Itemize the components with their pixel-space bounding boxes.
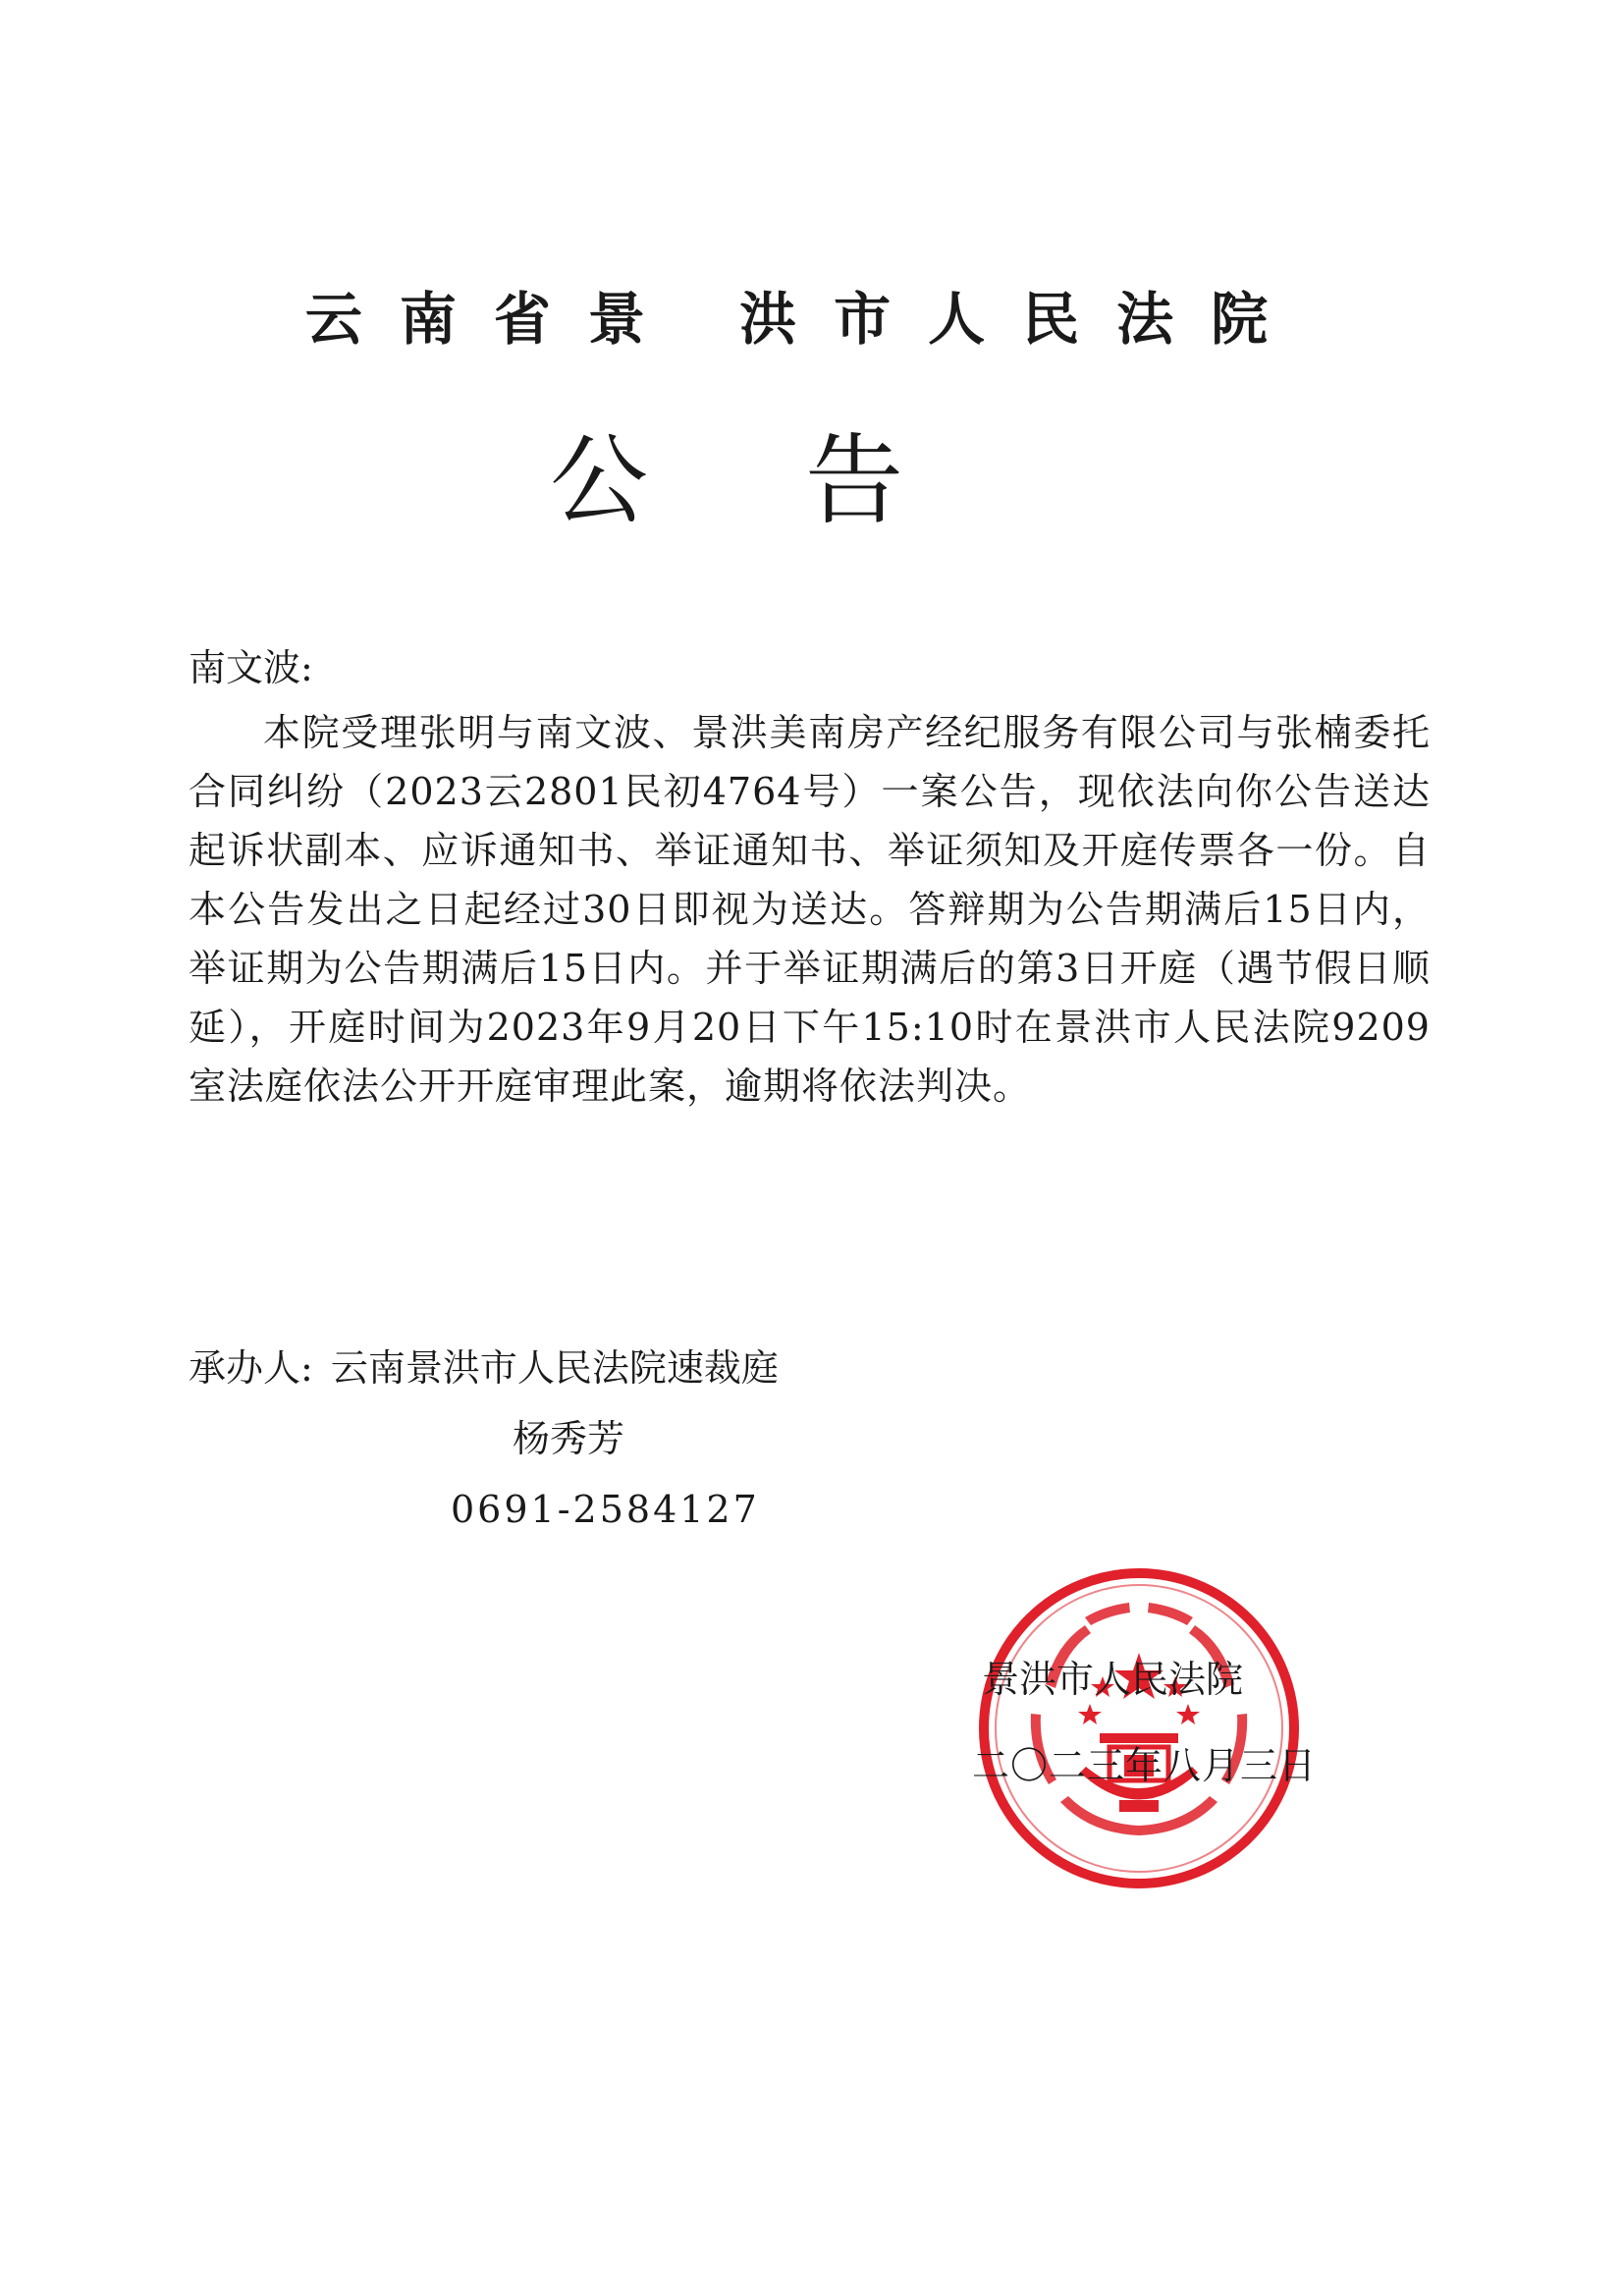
signature-court: 景洪市人民法院 <box>982 1658 1244 1701</box>
handler-name: 杨秀芳 <box>513 1417 625 1460</box>
handler-label: 承办人: <box>189 1346 313 1390</box>
addressee: 南文波: <box>189 646 313 689</box>
handler-phone: 0691-2584127 <box>451 1488 760 1531</box>
notice-title: 公告 <box>550 423 1060 538</box>
notice-body: 本院受理张明与南文波、景洪美南房产经纪服务有限公司与张楠委托合同纠纷（2023云2801民初4764号）一案公告，现依法向你公告送达起诉状副本、应诉通知书、举证通知书、举证须知及开庭传票各一份。自本公告发出之日起经过30日即视为送达。答辩期为公告期满后15日内，举证期为公告期满后15日内。并于举证期满后的第3日开庭（遇节假日顺延），开庭时间为2023年9月20日下午15:10时在景洪市人民法院9209室法庭依法公开开庭审理此案，逾期将依法判决。 <box>189 711 1431 1108</box>
handler-unit: 云南景洪市人民法院速裁庭 <box>330 1346 779 1390</box>
handler-block <box>189 1340 779 1537</box>
court-name-heading: 云南省景 洪市人民法院 <box>304 286 1306 353</box>
signature-block <box>972 1650 1345 1795</box>
handler-row <box>189 1340 779 1395</box>
signature-date: 二〇二三年八月三日 <box>972 1744 1318 1787</box>
